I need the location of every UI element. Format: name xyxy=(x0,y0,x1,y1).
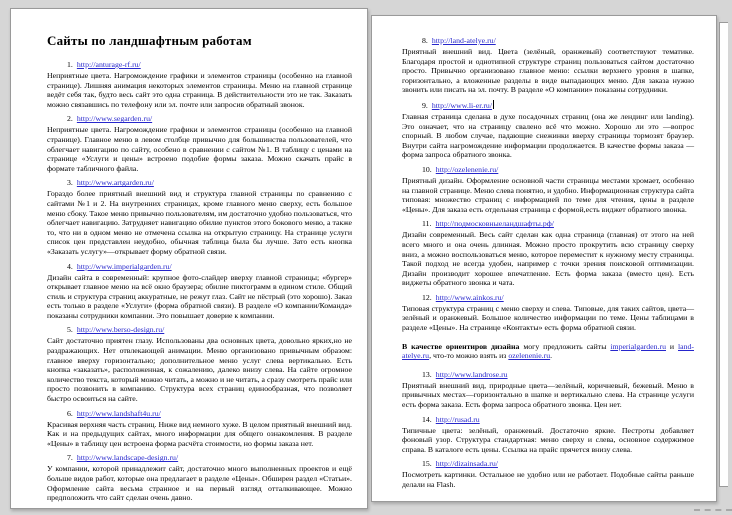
site-link[interactable]: http://www.artgarden.ru/ xyxy=(76,178,154,188)
site-review-text: Типичные цвета: зелёный, оранжевый. Достаточно яркие. Пестроты добавляет фоновый узор. Структура стандартная: меню сверху и слева, основное содержимое справа. В каталоге есть цены. Ссылка на прайс прячется внизу слева. xyxy=(402,425,694,454)
list-item xyxy=(47,60,352,109)
site-review-text: Главная страница сделана в духе посадочных страниц (она же лендинг или landing). Это означает, что на страницу свалено всё что можно. Хорошо ли это —вопрос спорный. В любом случае, падающие снежинки вверху страницы тормозят браузер. Внутри сайта нагромождение информации продолжается. В качестве формы заказа — форма запроса обратного звонка. xyxy=(402,111,694,160)
site-review-text: Посмотреть картинки. Остальное не удобно или не работает. Подобные сайты раньше делали на Flash. xyxy=(402,470,694,489)
text-cursor xyxy=(493,100,494,109)
list-item-number: 4. xyxy=(67,261,73,271)
document-title: Сайты по ландшафтным работам xyxy=(47,33,252,48)
list-item-number: 1. xyxy=(67,60,73,69)
list-item-number: 13. xyxy=(422,369,432,379)
note-text: , что-то можно взять из xyxy=(429,351,509,361)
list-item-head xyxy=(47,453,352,463)
list-item-number: 7. xyxy=(67,453,73,463)
list-item-number: 3. xyxy=(67,178,73,188)
list-item-number: 15. xyxy=(422,459,432,469)
list-item xyxy=(47,178,352,256)
list-item-head xyxy=(47,114,352,124)
site-link[interactable]: land-atelye.ru xyxy=(402,341,695,361)
list-item xyxy=(402,165,694,214)
list-item-number: 11. xyxy=(422,219,432,229)
site-link[interactable]: http://подмосковныеландшафты.рф/ xyxy=(435,219,554,229)
site-review-text: Дизайн современный. Весь сайт сделан как одна страница (главная) от этого на ней всего много и она очень длинная. Можно просто прокрутить всю страницу сверху вниз, а можно воспользоваться меню, которое переместит к нужному месту страницы. Такой подход не всегда удобен, например с точки зрения поисковой оптимизации. Дизайн производит хорошее впечатление. Есть форма заказа (вместо цен). Есть виджеты обратного звонка и чата. xyxy=(402,230,694,288)
site-link[interactable]: http://dizainsada.ru/ xyxy=(435,459,498,469)
site-review-text: Неприятные цвета. Нагромождение графики и элементов страницы (особенно на главной странице). Главное меню в левом столбце привычно для большинства пользователей, что облегчает навигацию по сайту, особено в сравнении с сайтом №1. В таблицу с ценами на странице «Услуги и цены» встроено подобие формы заказа. Можно скачать прайс в формате табличного файла. xyxy=(47,125,352,173)
list-item xyxy=(402,36,694,95)
list-item xyxy=(402,459,694,489)
list-item-number: 12. xyxy=(422,292,432,302)
list-item xyxy=(402,293,694,333)
list-item-head xyxy=(47,178,352,188)
site-review-text: Красивая верхняя часть страниц. Ниже вид немного хуже. В целом приятный внешний вид. Как и на предыдущих сайтах, много информации для общего ознакомления. В разделе «Цены» в таблицу цен встроена форма расчёта стоимости, но формы заказа нет. xyxy=(47,419,352,448)
site-link[interactable]: http://www.li-er.ru/ xyxy=(431,100,492,110)
site-link[interactable]: imperialgarden.ru xyxy=(610,341,666,351)
note-text: могу предложить сайты xyxy=(519,341,611,351)
site-review-text: Приятный дизайн. Оформление основной части страницы местами хромает, особенно на главной странице. Меню слева понятно, и удобно. Информационная структура сайта типовая: множество страниц с информацией по теме для чтения, цены в разделе «Цены». Для заказа есть отдельная страница с формой,есть виджет обратного звонка. xyxy=(402,175,694,214)
site-link[interactable]: http://ozelenenie.ru/ xyxy=(435,164,499,174)
site-link[interactable]: http://www.landscape-design.ru/ xyxy=(76,453,179,463)
list-item-head xyxy=(402,370,694,380)
list-item-number: 10. xyxy=(422,164,432,174)
design-recommendation-note xyxy=(402,342,694,361)
site-review-text: Сайт достаточно приятен глазу. Использованы два основных цвета, довольно ярких,но не раздражающих. Нет отвлекающей анимации. Меню организовано привычным образом: главное вверху горизонтально; дополнительное меню услуг слева вертикально. Есть кнопка «заказать», расположенная, к сожалению, далеко внизу слева. На сайте огромное количество текста, который можно читать, а можно и не читать, а сразу смотреть прайс или просто позвонить в компанию. Структура всех страниц единообразная, что позволяет быстро освоиться на сайте. xyxy=(47,336,352,404)
page-break-dashes xyxy=(694,509,732,511)
list-item xyxy=(402,415,694,455)
list-item-head xyxy=(402,100,694,111)
site-link[interactable]: ozelenenie.ru xyxy=(508,351,551,361)
next-page-edge xyxy=(719,22,728,487)
site-review-text: Приятный внешний вид. Цвета (зелёный, оранжевый) соответствуют тематике. Благодаря простой и однотипной структуре страниц пользоваться сайтом достаточно просто. Привычно организовано главное меню: ссылки верхнего уровня в шапке, горизонтально, а вложенные разделы в виде выпадающих меню. Для заказа нужно звонить или писать на эл. почту. В разделе «О компании» показаны сотрудники. xyxy=(402,47,694,95)
site-review-text: Неприятные цвета. Нагромождение графики и элементов страницы (особенно на главной странице). Лишняя анимация некоторых элементов страницы. Меню на главной странице ведёт себя так, будто весь сайт это одна страница. В действительности это не так. Заказать можно связавшись по телефону или эл. почте или запросив обратный звонок. xyxy=(47,71,352,109)
list-item-number: 8. xyxy=(422,36,428,45)
list-item-head xyxy=(47,325,352,335)
note-text: и xyxy=(665,341,678,351)
list-item xyxy=(47,114,352,173)
list-item-head xyxy=(402,459,694,469)
list-item-number: 5. xyxy=(67,325,73,335)
list-item xyxy=(47,409,352,449)
list-item-head xyxy=(47,409,352,419)
site-link[interactable]: http://anturage-rf.ru/ xyxy=(76,60,141,69)
site-list-page-2-top xyxy=(402,36,694,333)
list-item-head xyxy=(402,415,694,425)
site-list-page-2-bottom xyxy=(402,370,694,490)
list-item-number: 9. xyxy=(422,100,428,110)
site-review-text: Приятный внешний вид, природные цвета—зелёный, коричневый, бежевый. Меню в привычных местах—горизонтально в шапке и вертикально слева. На странице услуги есть форма заказа. Есть форма запроса обратного звонка. Цен нет. xyxy=(402,380,694,410)
list-item xyxy=(47,325,352,403)
site-link[interactable]: http://www.imperialgarden.ru/ xyxy=(76,261,172,271)
list-item-head xyxy=(47,262,352,272)
site-link[interactable]: http://www.ainkos.ru/ xyxy=(435,292,504,302)
note-text: . xyxy=(550,351,553,361)
site-review-text: У компании, которой принадлежит сайт, достаточно много выполненных проектов и ещё больше видов работ, которые она предлагает в разделе «Цены». Обширен раздел «Статьи». Оформление сайта весьма странное и на первый взгляд отталкивающее. Можно предположить что сайт сделан очень давно. xyxy=(47,464,352,503)
list-item-head xyxy=(47,60,352,70)
site-link[interactable]: http://rusad.ru xyxy=(435,414,480,424)
site-link[interactable]: http://www.landshaft4u.ru/ xyxy=(76,408,161,418)
page-1[interactable] xyxy=(10,8,368,509)
list-item-number: 14. xyxy=(422,414,432,424)
list-item xyxy=(47,453,352,502)
site-link[interactable]: http://www.segarden.ru/ xyxy=(76,114,153,124)
list-item xyxy=(402,219,694,288)
list-item-head xyxy=(402,36,694,46)
list-item xyxy=(47,262,352,321)
list-item-head xyxy=(402,165,694,175)
site-review-text: Дизайн сайта в современный: крупное фото-слайдер вверху главной страницы; «бургер» открывает главное меню на всё окно браузера; обилие пиктограмм в едином стиле. Общий стиль и структура страниц аккуратные, не режут глаз. Сайт не пёстрый (это хорошо). Заказ есть только в разделе «Услуги» (форма обратной связи). В разделе «О компании/Команда» показаны сотрудники компании. Это повышает доверие к компании. xyxy=(47,272,352,320)
site-review-text: Гораздо более приятный внешний вид и структура главной страницы по сравнению с сайтами №1 и 2. На внутренних страницах, кроме главного меню сверху, есть большое меню сбоку. Такое меню привычно пользователям, им достаточно удобно пользоваться, что облегчает навигацию. Затрудняет навигацию обилие пунктов этого бокового меню, а также то, что ни в одном меню не отмечена ссылка на открытую страницу. На странице услуги список цен представлен неудобно, обычная таблица была бы лучше. Зато есть кнопка «Заказать услугу»—открывает форму обратной связи. xyxy=(47,189,352,256)
site-link[interactable]: http://www.berso-design.ru/ xyxy=(76,325,165,335)
site-link[interactable]: http://www.landrose.ru xyxy=(435,369,508,379)
page-2[interactable] xyxy=(371,15,717,502)
list-item-number: 6. xyxy=(67,408,73,418)
list-item-head xyxy=(402,293,694,303)
note-text: В качестве ориентиров дизайна xyxy=(402,341,520,351)
list-item-head xyxy=(402,219,694,229)
list-item xyxy=(402,100,694,160)
list-item-number: 2. xyxy=(67,114,73,124)
list-item xyxy=(402,370,694,410)
site-link[interactable]: http://land-atelye.ru/ xyxy=(431,36,496,45)
site-list-page-1 xyxy=(47,60,352,503)
site-review-text: Типовая структура страниц с меню сверху и слева. Типовые, для таких сайтов, цвета—зелёный и оранжевый. Большое количество информации по теме. Цены таблицами в разделе «Цены». На странице «Контакты» есть форма обратной связи. xyxy=(402,303,694,333)
